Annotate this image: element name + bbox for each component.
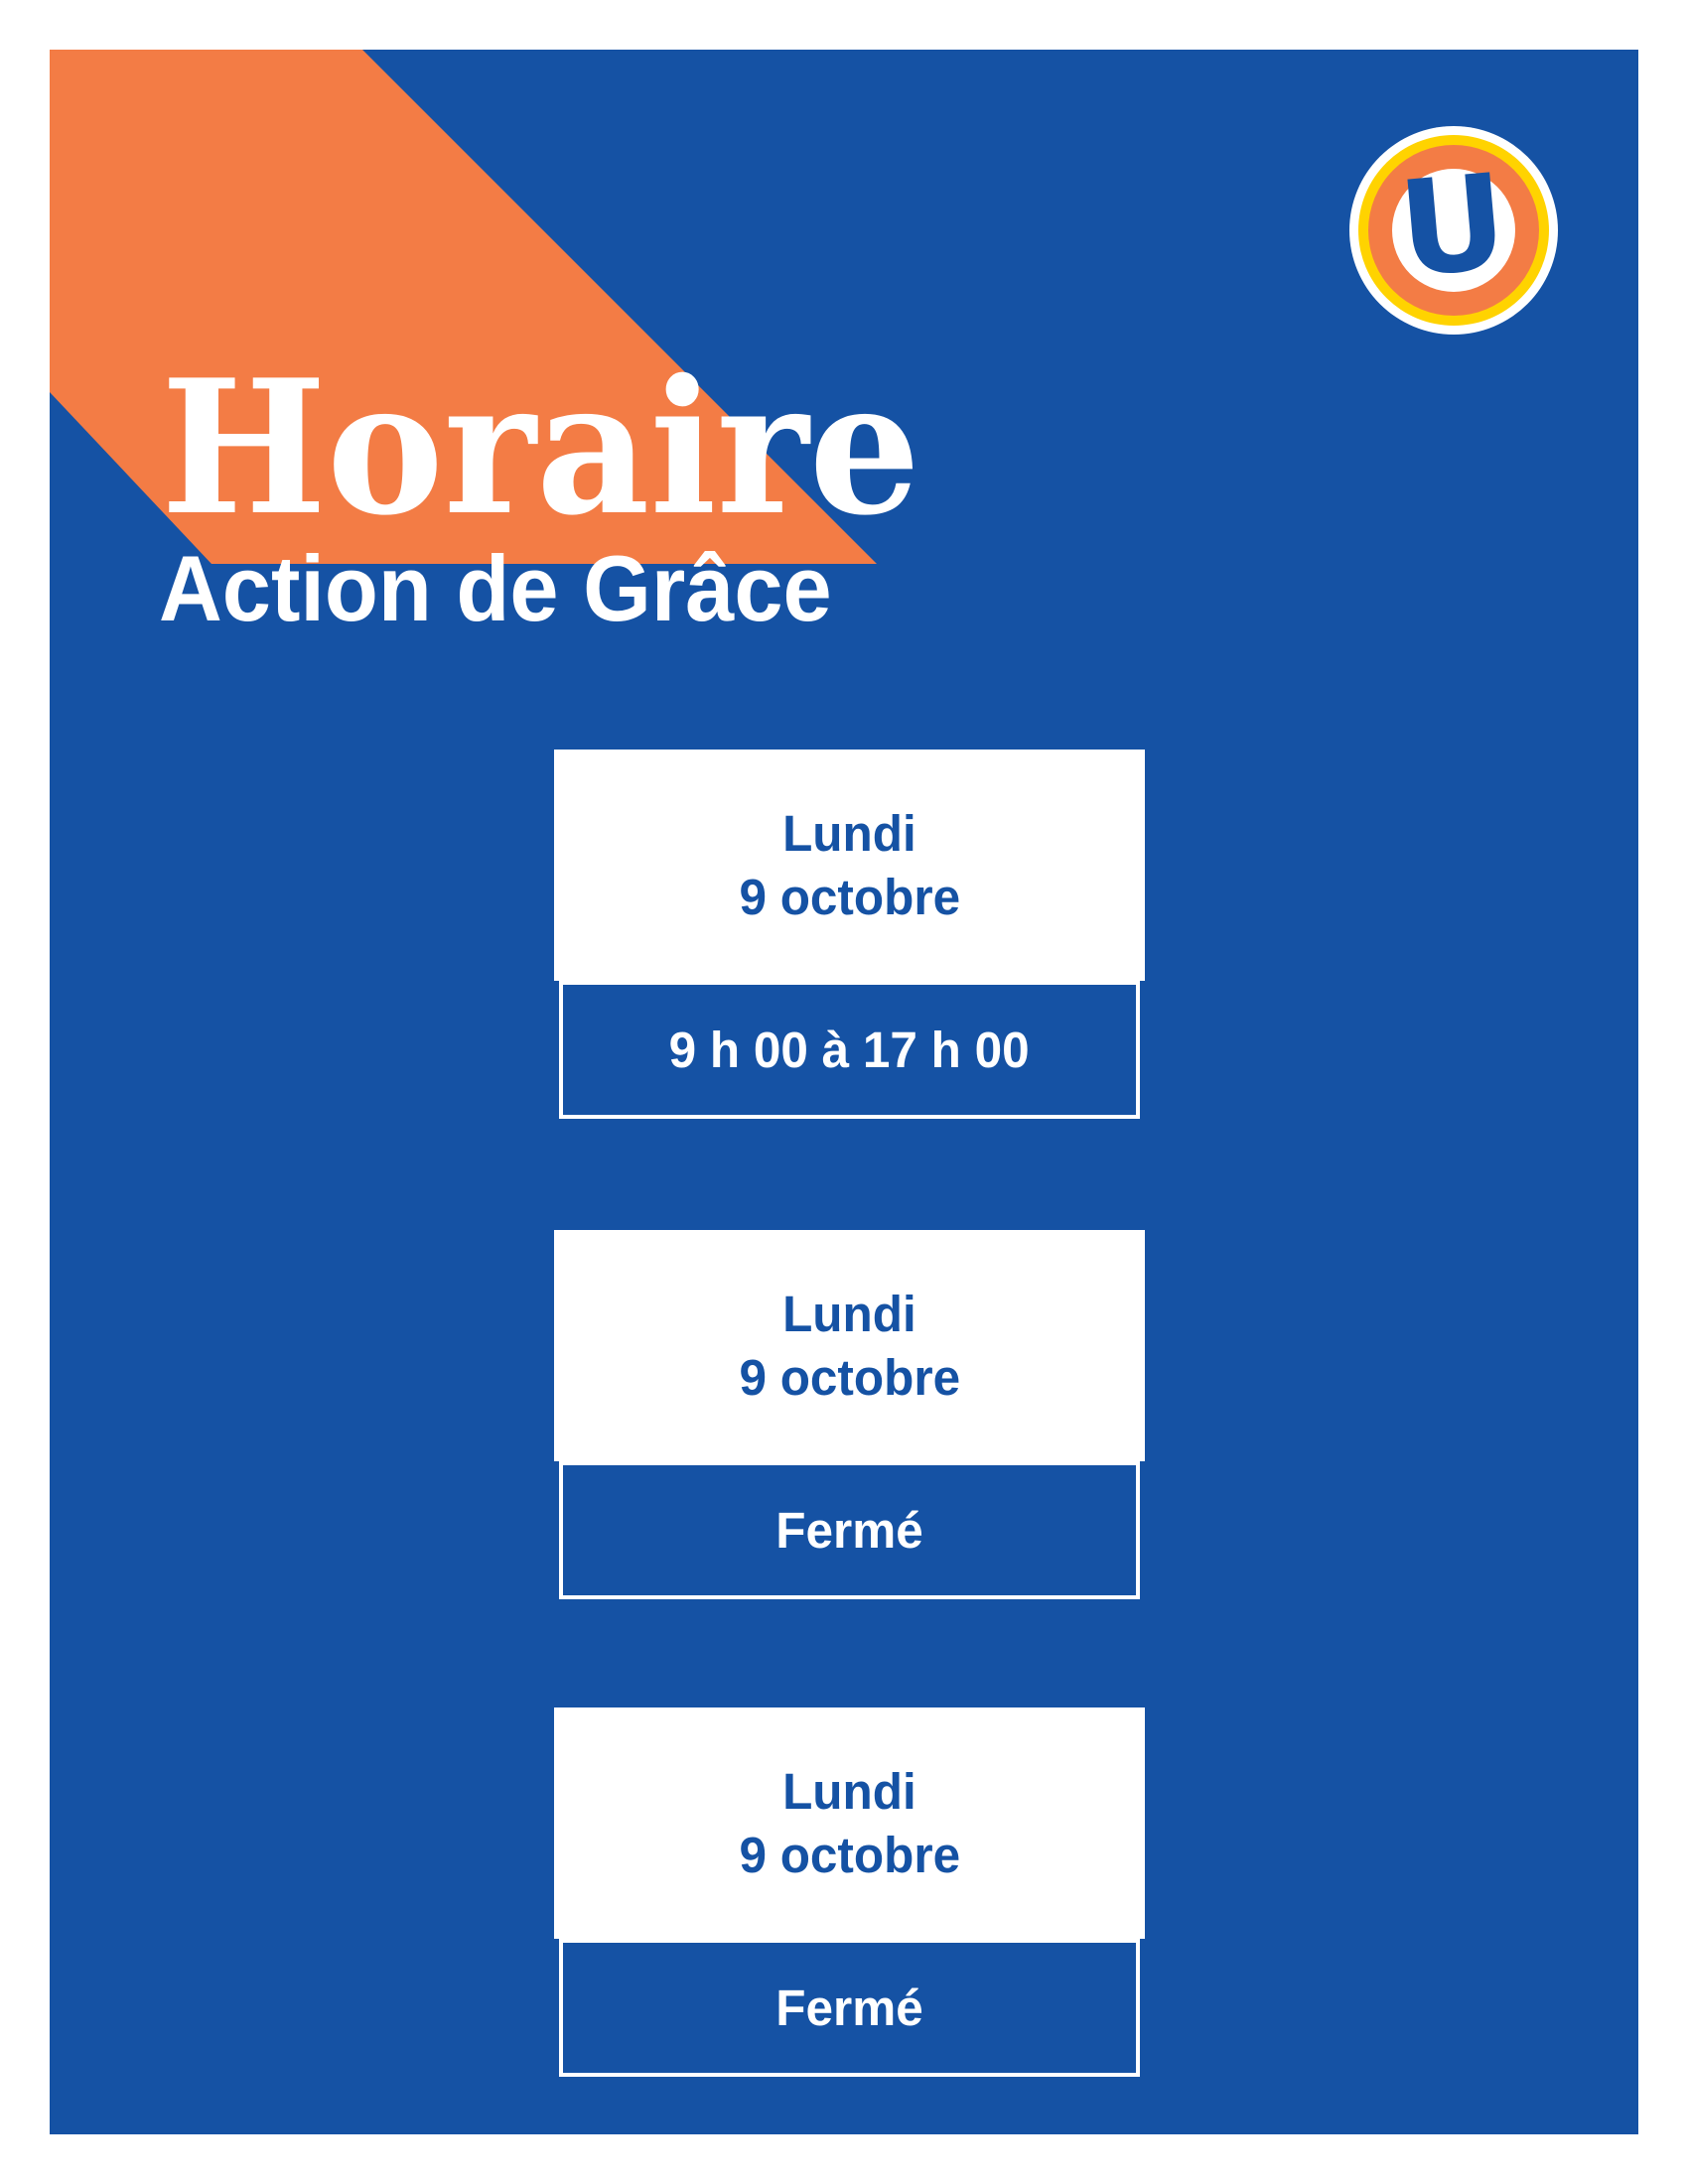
card-date: 9 octobre <box>739 1826 960 1883</box>
card-hours-bar <box>559 1461 1140 1599</box>
card-hours: Fermé <box>775 1979 923 2036</box>
logo-orange-ring <box>1368 145 1539 316</box>
schedule-card <box>554 750 1145 1119</box>
card-day: Lundi <box>782 804 916 862</box>
card-day: Lundi <box>782 1285 916 1342</box>
card-date: 9 octobre <box>739 1348 960 1406</box>
card-day: Lundi <box>782 1762 916 1820</box>
schedule-card <box>554 1707 1145 2077</box>
logo-inner-disc <box>1392 145 1515 308</box>
card-date-header <box>554 750 1145 981</box>
card-hours-bar <box>559 1939 1140 2077</box>
card-hours: 9 h 00 à 17 h 00 <box>668 1022 1030 1078</box>
card-date-header <box>554 1230 1145 1461</box>
card-date-header <box>554 1707 1145 1939</box>
card-date: 9 octobre <box>739 868 960 925</box>
card-hours-bar <box>559 981 1140 1119</box>
page-subtitle: Action de Grâce <box>159 536 832 640</box>
card-hours: Fermé <box>775 1502 923 1559</box>
schedule-card <box>554 1230 1145 1599</box>
logo-u-letter: U <box>1393 145 1513 308</box>
logo-yellow-ring <box>1358 135 1549 326</box>
brand-logo <box>1349 126 1558 335</box>
poster-content <box>50 50 1638 2134</box>
page-title: Horaire <box>161 339 921 556</box>
